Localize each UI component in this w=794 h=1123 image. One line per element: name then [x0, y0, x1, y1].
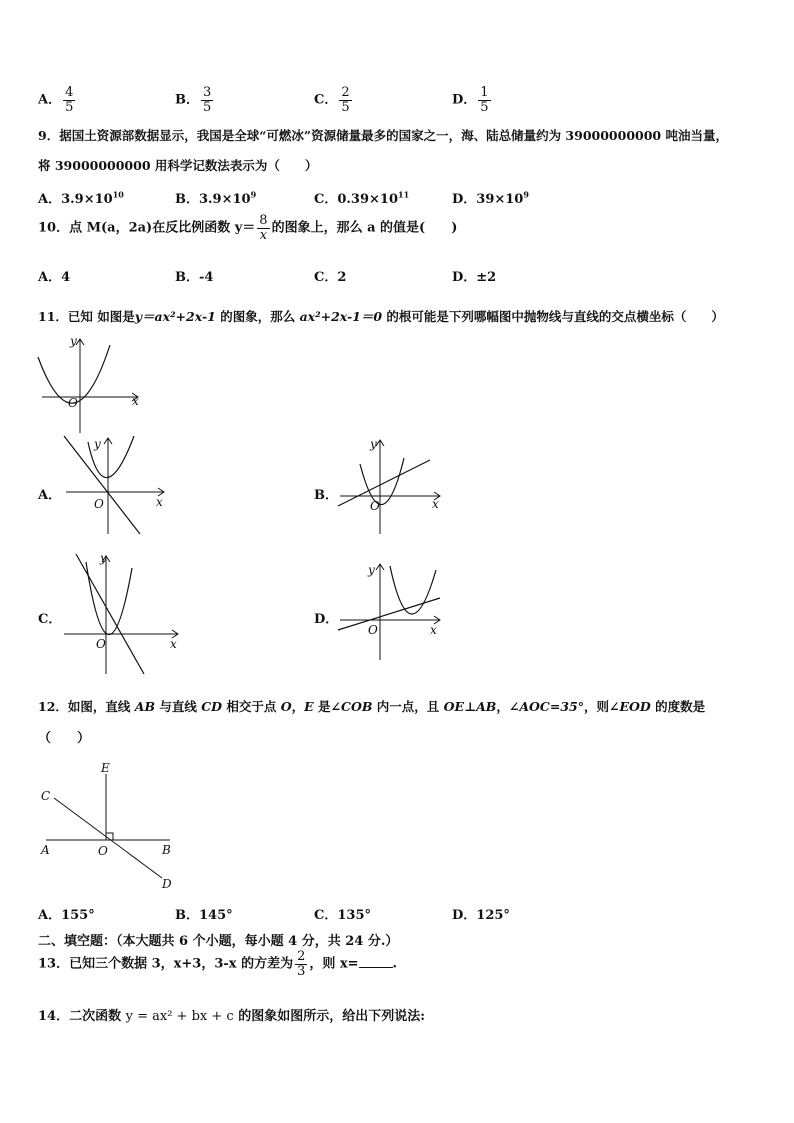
- q10-stem: 10．点 M(a，2a)在反比例函数 y＝ $\frac{8}{x}$ 的图象上，那么 a 的值是( ): [38, 213, 458, 243]
- parabola: [86, 562, 132, 635]
- line: [338, 460, 430, 506]
- x-label: x: [170, 637, 177, 651]
- label-c: C: [41, 789, 51, 803]
- x-label: x: [430, 623, 437, 637]
- q12-option-d[interactable]: D．125°: [452, 908, 510, 923]
- q11-option-a-label[interactable]: A．: [38, 488, 62, 503]
- fraction: $\frac{3}{5}$: [203, 85, 212, 115]
- origin-label: O: [96, 637, 106, 651]
- origin-label: O: [368, 623, 378, 637]
- label-a: A: [41, 843, 50, 857]
- label-e: E: [101, 761, 110, 775]
- q9-option-d[interactable]: D．$39\times 10^9$: [452, 189, 529, 207]
- origin-label: O: [94, 497, 104, 511]
- origin-label: O: [68, 396, 78, 410]
- q12-stem-line2: （ ）: [38, 731, 91, 746]
- fraction: $\frac{4}{5}$: [65, 85, 74, 115]
- y-label: y: [368, 563, 375, 577]
- q12-figure: [36, 760, 186, 890]
- x-label: x: [432, 497, 439, 511]
- q9-option-c[interactable]: C．$0.39\times 10^{11}$: [314, 189, 410, 207]
- q11-option-b-label[interactable]: B．: [314, 488, 338, 503]
- q8-option-d[interactable]: D． $\frac{1}{5}$: [452, 85, 489, 115]
- q9-option-a[interactable]: A．$3.9\times 10^{10}$: [38, 189, 124, 207]
- q11-stem: 11．已知 如图是y＝ax²+2x-1 的图象，那么 ax²+2x-1＝0 的根可能是下列哪幅图中抛物线与直线的交点横坐标（ ）: [38, 309, 724, 324]
- q11-option-c-graph: [60, 551, 190, 676]
- y-label: y: [94, 437, 101, 451]
- y-label: y: [370, 437, 377, 451]
- fraction: $\frac{2}{3}$: [297, 949, 306, 979]
- parabola: [38, 345, 110, 403]
- line: [338, 598, 440, 630]
- label-d: D: [162, 877, 172, 891]
- q9-option-b[interactable]: B．$3.9\times 10^9$: [175, 189, 257, 207]
- x-label: x: [132, 394, 139, 408]
- q10-option-a[interactable]: A．4: [38, 270, 71, 285]
- q8-option-b[interactable]: B． $\frac{3}{5}$: [175, 85, 212, 115]
- q10-option-d[interactable]: D．±2: [452, 270, 497, 285]
- q13-stem: 13．已知三个数据 3，x+3，3-x 的方差为 $\frac{2}{3}$ ，则 x= .: [38, 949, 398, 979]
- q11-option-d-label[interactable]: D．: [314, 612, 339, 627]
- answer-blank[interactable]: [359, 955, 393, 968]
- y-label: y: [70, 334, 77, 348]
- fraction: $\frac{1}{5}$: [480, 85, 489, 115]
- fraction: $\frac{8}{x}$: [259, 213, 268, 243]
- line: [76, 554, 144, 674]
- q9-stem-line2: 将 39000000000 用科学记数法表示为（ ）: [38, 158, 318, 173]
- q11-option-d-graph: [336, 560, 456, 660]
- parabola: [360, 458, 404, 505]
- label-o: O: [98, 844, 108, 858]
- label-b: B: [162, 843, 171, 857]
- line-cd: [54, 798, 162, 878]
- origin-label: O: [370, 499, 380, 513]
- q8-option-a[interactable]: A． $\frac{4}{5}$: [38, 85, 74, 115]
- q9-stem-line1: 9．据国土资源部数据显示，我国是全球“可燃冰”资源储量最多的国家之一，海、陆总储量约为 39000000000 吨油当量，: [38, 128, 728, 143]
- q12-option-c[interactable]: C．135°: [314, 908, 371, 923]
- y-label: y: [100, 551, 107, 565]
- q11-option-c-label[interactable]: C．: [38, 612, 62, 627]
- q12-option-b[interactable]: B．145°: [175, 908, 233, 923]
- q12-stem-line1: 12．如图，直线 AB 与直线 CD 相交于点 O，E 是∠COB 内一点，且 OE⊥AB，∠AOC=35°，则∠EOD 的度数是: [38, 699, 706, 714]
- fraction: $\frac{2}{5}$: [341, 85, 350, 115]
- x-label: x: [156, 495, 163, 509]
- q14-stem: 14．二次函数 y = ax² + bx + c 的图象如图所示，给出下列说法:: [38, 1009, 425, 1024]
- section-heading: 二、填空题：（本大题共 6 个小题，每小题 4 分，共 24 分.）: [38, 934, 399, 949]
- q10-option-c[interactable]: C．2: [314, 270, 347, 285]
- q11-main-graph: [34, 335, 154, 435]
- q12-option-a[interactable]: A．155°: [38, 908, 95, 923]
- q8-option-c[interactable]: C． $\frac{2}{5}$: [314, 85, 350, 115]
- q10-option-b[interactable]: B．-4: [175, 270, 214, 285]
- q11-option-a-graph: [60, 434, 180, 538]
- q11-option-b-graph: [336, 438, 456, 538]
